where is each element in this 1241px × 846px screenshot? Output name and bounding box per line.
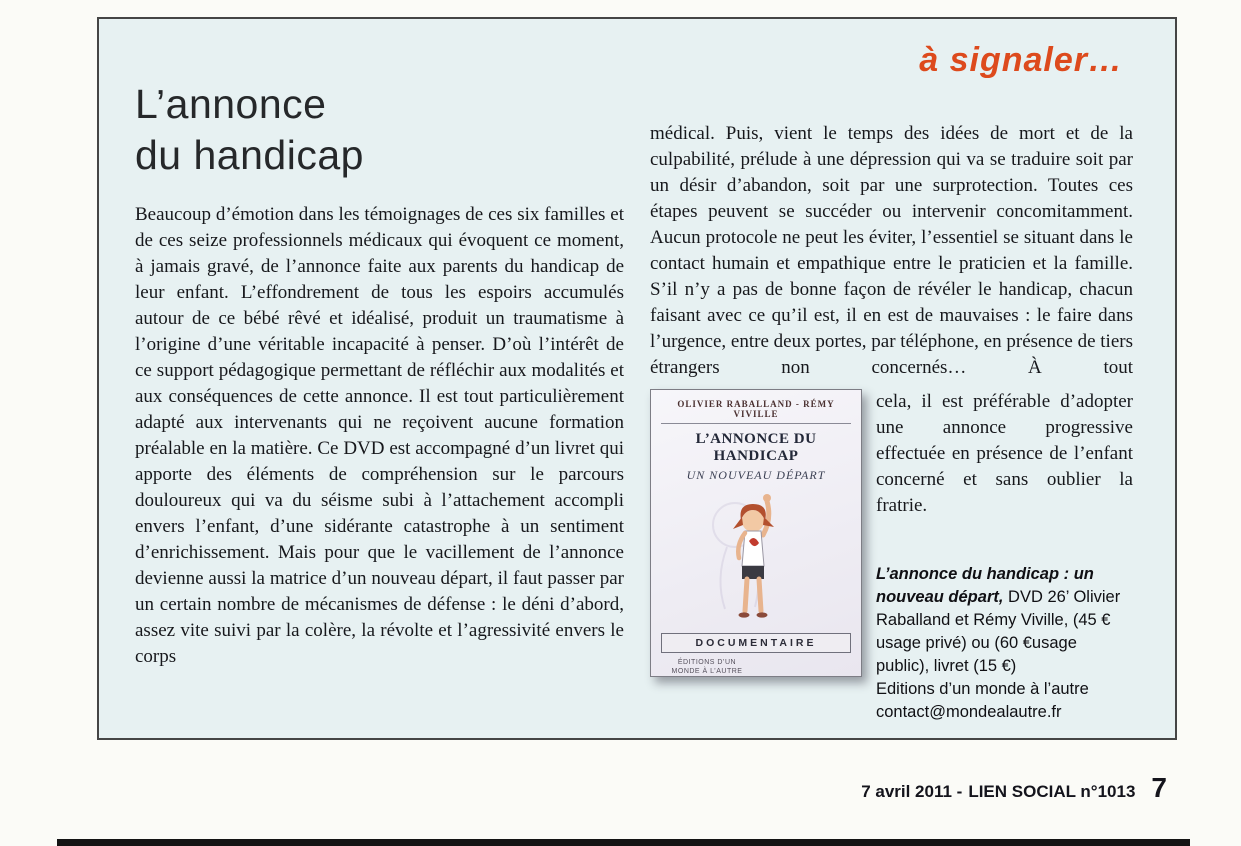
footer-publication: LIEN SOCIAL n°1013 xyxy=(968,782,1136,801)
caption-contact-email: contact@mondealautre.fr xyxy=(876,703,1062,721)
dvd-cover-publisher-logo: ÉDITIONS D’UN MONDE À L’AUTRE xyxy=(671,659,743,675)
scan-artifact-bar xyxy=(57,839,1190,846)
footer-date: 7 avril 2011 - xyxy=(861,782,963,801)
article-title-line1: L’annonce xyxy=(135,81,327,127)
article-text-wrap: cela, il est préférable d’adopter une annonce progressive effectuée en présence de l’enfant concerné et sans oublier la fratrie. xyxy=(876,391,1133,516)
section-label: à signaler… xyxy=(919,41,1123,79)
caption-title: L’annonce du handicap : un nouveau départ, xyxy=(876,565,1094,606)
article-title-line2: du handicap xyxy=(135,132,364,178)
dvd-cover-authors: OLIVIER RABALLAND - RÉMY VIVILLE xyxy=(661,399,851,424)
caption-publisher: Editions d’un monde à l’autre xyxy=(876,680,1089,698)
right-column xyxy=(650,121,1133,724)
dvd-cover xyxy=(650,389,862,677)
caption-details: DVD 26’ Olivier Raballand et Rémy Viville, (45 € usage privé) ou (60 €usage public), livret (15 €) xyxy=(876,588,1121,675)
left-column xyxy=(135,202,624,670)
dvd-side-column xyxy=(876,389,1133,724)
footer-page-number: 7 xyxy=(1151,772,1167,803)
article-title xyxy=(135,79,364,181)
dvd-section xyxy=(650,389,1133,724)
article-panel xyxy=(97,17,1177,740)
article-text-right-column: médical. Puis, vient le temps des idées de mort et de la culpabilité, prélude à une dépression qui va se traduire soit par un désir d’abandon, soit par une surprotection. Toutes ces étapes peuvent se succéder ou intervenir concomitamment. Aucun protocole ne peut les éviter, l’essentiel se situant dans le contact humain et empathique entre le praticien et la famille. S’il n’y a pas de bonne façon de révéler le handicap, chacun faisant avec ce qu’il est, il en est de mauvaises : le faire dans l’urgence, entre deux portes, par téléphone, en présence de tiers étrangers non concernés… À tout xyxy=(650,123,1133,378)
caption-paragraph xyxy=(876,563,1133,678)
girl-illustration xyxy=(661,483,851,633)
dvd-cover-genre: DOCUMENTAIRE xyxy=(661,633,851,653)
dvd-cover-title: L’ANNONCE DU HANDICAP xyxy=(695,431,817,464)
dvd-cover-subtitle: UN NOUVEAU DÉPART xyxy=(686,468,826,482)
article-text-left-column: Beaucoup d’émotion dans les témoignages de ces six familles et de ces seize professionnels médicaux qui évoquent ce moment, à jamais gravé, de l’annonce faite aux parents du handicap de leur enfant. L’effondrement de tous les espoirs accumulés autour de ce bébé rêvé et idéalisé, produit un traumatisme à l’origine d’une véritable incapacité à penser. D’où l’intérêt de ce support pédagogique permettant de réfléchir aux modalités et aux conséquences de cette annonce. Il est tout particulièrement adapté aux intervenants qui ne reçoivent aucune formation préalable en la matière. Ce DVD est accompagné d’un livret qui apporte des éléments de compréhension sur le parcours douloureux qui va du séisme subi à l’attachement accompli envers l’enfant, d’une sidérante catastrophe à un sentiment d’enrichissement. Mais pour que le vacillement de l’annonce devienne aussi la matrice d’un nouveau départ, il faut passer par un certain nombre de mécanismes de défense : le déni d’abord, assez vite suivi par la colère, la révolte et l’agressivité envers le corps xyxy=(135,204,624,667)
dvd-caption xyxy=(876,563,1133,724)
page-footer xyxy=(861,772,1167,804)
